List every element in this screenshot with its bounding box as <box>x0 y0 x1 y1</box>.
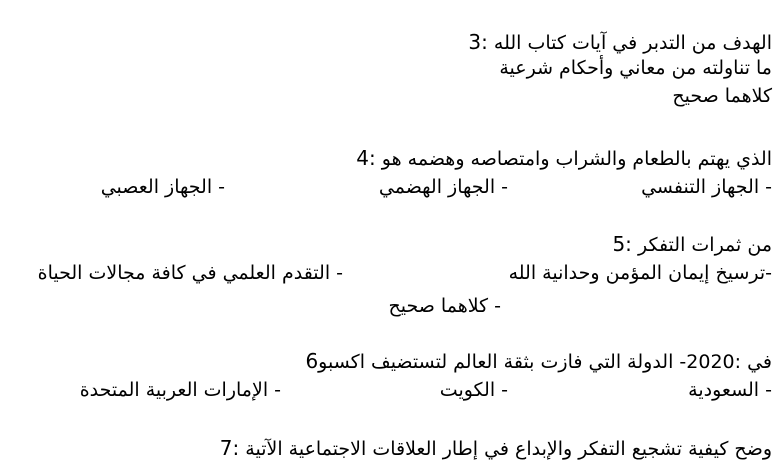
question-6-text: في :2020- الدولة التي فازت بثقة العالم لتستضيف اكسبو <box>318 351 772 373</box>
question-7-text: وضح كيفية تشجيع التفكر والإبداع في إطار العلاقات الاجتماعية الآتية <box>245 438 772 460</box>
question-3-option-2: كلاهما صحيح <box>672 85 772 107</box>
question-4 <box>356 146 772 171</box>
question-4-number: 4: <box>356 146 376 170</box>
question-3 <box>468 30 772 55</box>
question-3-option-1: ما تناولته من معاني وأحكام شرعية <box>499 57 772 79</box>
question-6-option-1: - السعودية <box>688 379 772 401</box>
question-6-number: 6 <box>305 349 319 373</box>
question-5-text: من ثمرات التفكر <box>637 234 772 256</box>
question-6-option-3: - الإمارات العربية المتحدة <box>79 379 281 401</box>
question-4-option-3: - الجهاز العصبي <box>100 176 225 198</box>
question-4-text: الذي يهتم بالطعام والشراب وامتصاصه وهضمه هو <box>381 148 772 170</box>
question-4-option-1: - الجهاز التنفسي <box>641 176 772 198</box>
question-6-option-2: - الكويت <box>439 379 508 401</box>
question-5-option-3: - كلاهما صحيح <box>388 295 501 317</box>
question-5-option-2: - التقدم العلمي في كافة مجالات الحياة <box>37 262 343 284</box>
question-5-option-1: -ترسيخ إيمان المؤمن وحدانية الله <box>508 262 772 284</box>
question-5 <box>612 232 772 257</box>
question-3-number: 3: <box>468 30 488 54</box>
question-4-option-2: - الجهاز الهضمي <box>378 176 508 198</box>
question-6 <box>305 349 772 374</box>
question-7-number: 7: <box>219 436 240 460</box>
question-7 <box>220 436 772 461</box>
question-3-text: الهدف من التدبر في آيات كتاب الله <box>493 32 772 54</box>
question-5-number: 5: <box>612 232 632 256</box>
